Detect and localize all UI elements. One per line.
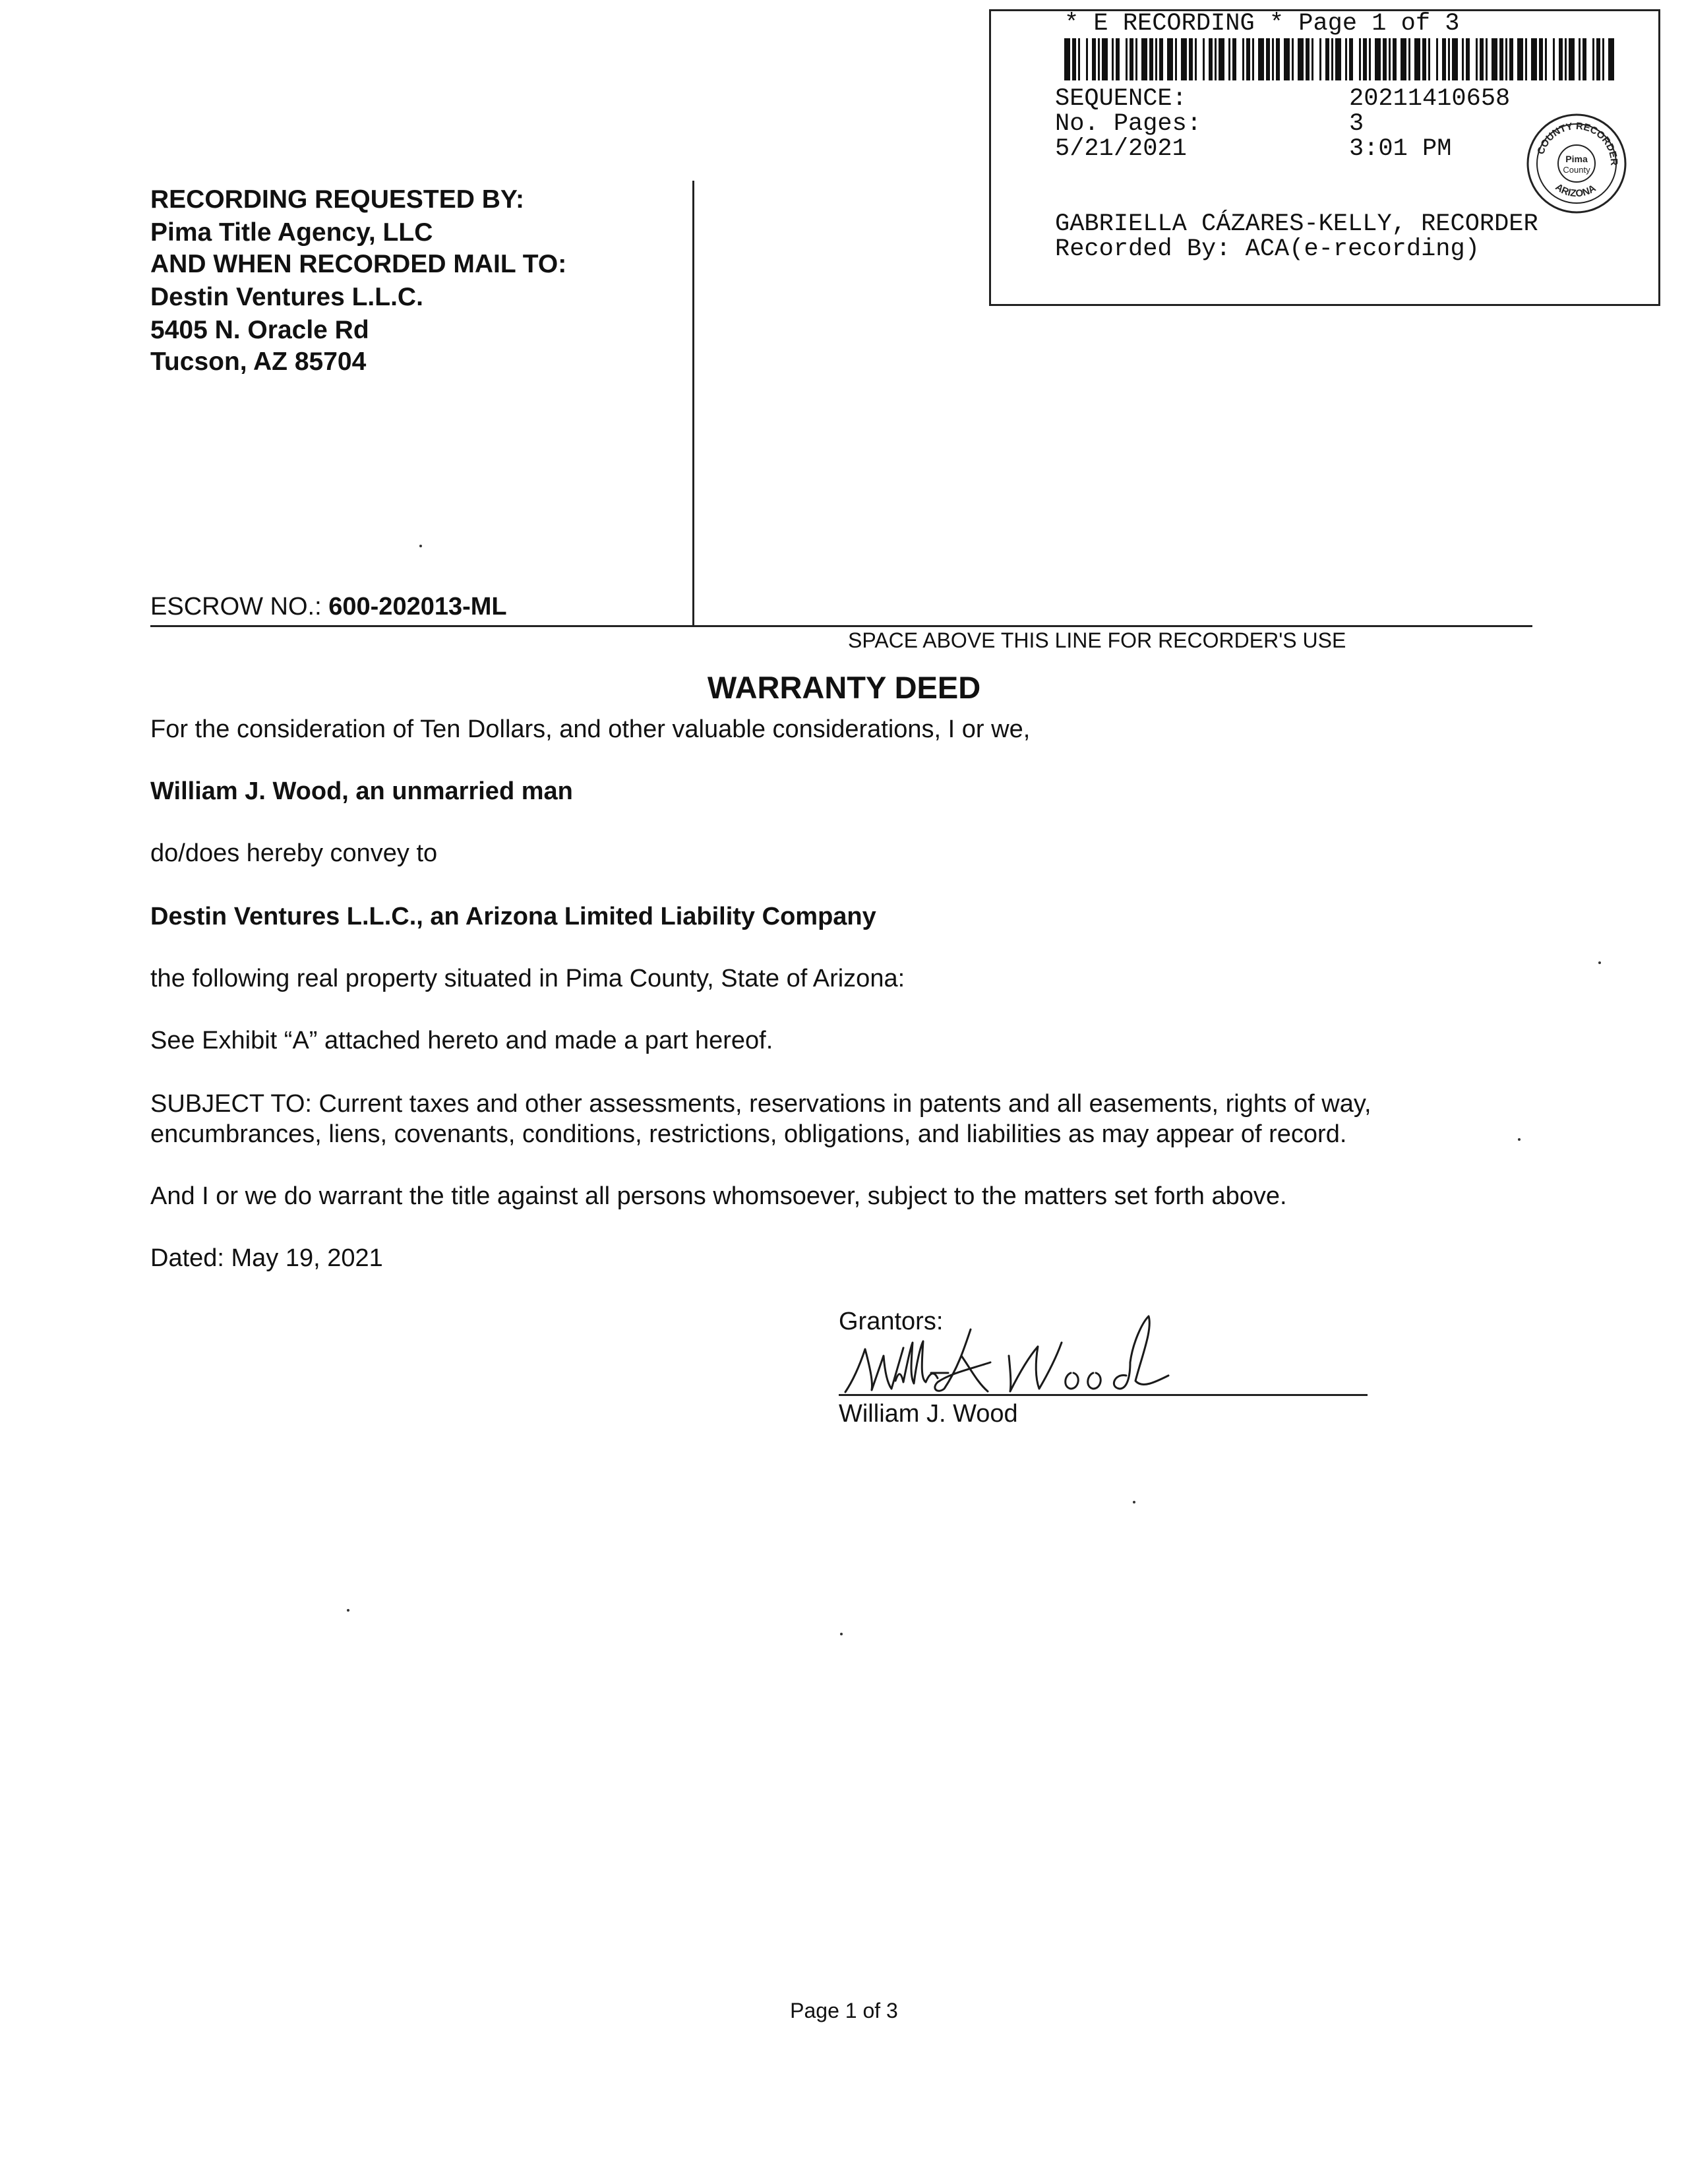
escrow-label: ESCROW NO.: [150,593,322,621]
mail-to-name: Destin Ventures L.L.C. [150,283,423,311]
recorder-name: GABRIELLA CÁZARES-KELLY, RECORDER [1055,210,1538,238]
svg-text:Pima: Pima [1565,154,1588,164]
convey-text: do/does hereby convey to [150,839,438,867]
property-intro: the following real property situated in Pima County, State of Arizona: [150,965,905,992]
requested-by-name: Pima Title Agency, LLC [150,218,433,247]
mail-to-label: AND WHEN RECORDED MAIL TO: [150,250,567,278]
page-number-footer: Page 1 of 3 [790,1999,898,2022]
svg-text:COUNTY RECORDER: COUNTY RECORDER [1535,120,1620,166]
scan-speck [419,545,422,547]
warranty-text: And I or we do warrant the title against all persons whomsoever, subject to the matters set forth above. [150,1182,1287,1210]
recorder-space-divider [150,625,1532,627]
sequence-value: 20211410658 [1349,85,1511,113]
county-recorder-seal [1525,112,1628,215]
dated-line: Dated: May 19, 2021 [150,1244,383,1272]
barcode-image [1064,38,1615,80]
space-above-note: SPACE ABOVE THIS LINE FOR RECORDER'S USE [848,628,1346,652]
consideration-text: For the consideration of Ten Dollars, and other valuable considerations, I or we, [150,715,1031,743]
handwritten-signature [832,1310,1215,1402]
pages-value: 3 [1349,110,1364,138]
grantee-name: Destin Ventures L.L.C., an Arizona Limited Liability Company [150,903,876,930]
pages-label: No. Pages: [1055,110,1202,138]
scan-speck [1598,961,1601,964]
escrow-number: 600-202013-ML [328,593,507,621]
svg-text:ARIZONA: ARIZONA [1553,181,1598,200]
grantor-printed-name: William J. Wood [839,1400,1018,1428]
signature-line [839,1394,1368,1396]
mail-to-city: Tucson, AZ 85704 [150,348,367,376]
mail-to-street: 5405 N. Oracle Rd [150,316,369,344]
grantor-name: William J. Wood, an unmarried man [150,777,573,805]
scan-speck [1518,1138,1521,1141]
deed-title: WARRANTY DEED [707,670,981,705]
grantors-label: Grantors: [839,1308,944,1335]
recording-time: 3:01 PM [1349,135,1452,163]
escrow-number-line [150,591,507,622]
stamp-header: * E RECORDING * Page 1 of 3 [1064,10,1460,38]
sequence-label: SEQUENCE: [1055,85,1187,113]
recording-date: 5/21/2021 [1055,135,1187,163]
scan-speck [347,1609,349,1612]
scan-speck [840,1633,843,1635]
exhibit-reference: See Exhibit “A” attached hereto and made a part hereof. [150,1027,773,1054]
requested-by-label: RECORDING REQUESTED BY: [150,185,524,214]
svg-text:County: County [1563,165,1590,175]
recorded-by: Recorded By: ACA(e-recording) [1055,235,1480,263]
header-divider-vertical [692,181,694,625]
subject-to-line-1: SUBJECT TO: Current taxes and other assessments, reservations in patents and all easements, rights of way, [150,1090,1372,1118]
subject-to-line-2: encumbrances, liens, covenants, conditions, restrictions, obligations, and liabilities as may appear of record. [150,1120,1347,1148]
scan-speck [1133,1501,1135,1503]
